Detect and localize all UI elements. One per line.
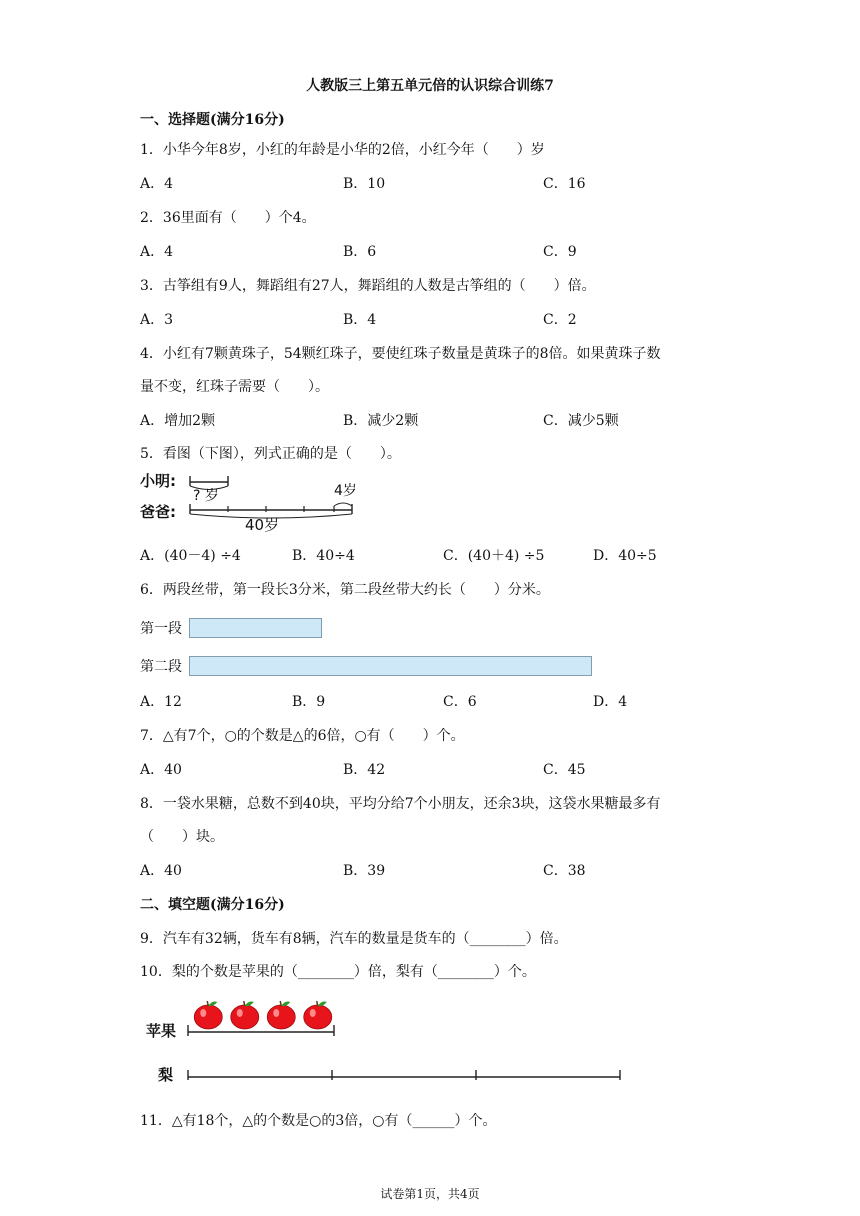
label-baba: 爸爸:: [140, 503, 176, 521]
label-total-age: 40岁: [245, 516, 280, 534]
q1-option-a: A．4: [140, 176, 174, 192]
question-11: 11．△有18个，△的个数是○的3倍，○有（______）个。: [140, 1113, 497, 1129]
question-8-line-2: （ ）块。: [140, 829, 224, 845]
question-3: 3．古筝组有9人，舞蹈组有27人，舞蹈组的人数是古筝组的（ ）倍。: [140, 278, 596, 294]
label-unknown-age: ? 岁: [193, 488, 219, 504]
q7-option-c: C．45: [543, 762, 586, 778]
q5-option-a: A．(40－4) ÷4: [140, 548, 241, 564]
q2-option-b: B．6: [343, 244, 377, 260]
question-2: 2．36里面有（ ）个4。: [140, 210, 316, 226]
ribbon-label-second: 第二段: [140, 659, 182, 675]
section-heading-choice: 一、选择题(满分16分): [140, 112, 285, 128]
apple-icon: [304, 1001, 332, 1029]
q6-option-c: C．6: [443, 694, 477, 710]
q6-option-a: A．12: [140, 694, 182, 710]
question-10: 10．梨的个数是苹果的（________）倍，梨有（________）个。: [140, 964, 536, 980]
q2-option-c: C．9: [543, 244, 577, 260]
q8-option-a: A．40: [140, 863, 182, 879]
question-9: 9．汽车有32辆，货车有8辆，汽车的数量是货车的（________）倍。: [140, 931, 568, 947]
question-8-line-1: 8．一袋水果糖，总数不到40块，平均分给7个小朋友，还余3块，这袋水果糖最多有: [140, 796, 661, 812]
apples-group: [194, 1001, 332, 1029]
q5-option-b: B．40÷4: [292, 548, 355, 564]
q8-option-b: B．39: [343, 863, 386, 879]
question-7: 7．△有7个，○的个数是△的6倍，○有（ ）个。: [140, 728, 465, 744]
apple-icon: [267, 1001, 295, 1029]
q3-option-b: B．4: [343, 312, 377, 328]
apple-pear-figure: [180, 998, 640, 1088]
q8-option-c: C．38: [543, 863, 586, 879]
label-apple: 苹果: [146, 1022, 177, 1040]
q2-option-a: A．4: [140, 244, 174, 260]
question-4-line-1: 4．小红有7颗黄珠子，54颗红珠子，要使红珠子数量是黄珠子的8倍。如果黄珠子数: [140, 346, 661, 362]
q4-option-c: C．减少5颗: [543, 413, 619, 429]
question-1: 1．小华今年8岁，小红的年龄是小华的2倍，小红今年（ ）岁: [140, 142, 545, 158]
q3-option-c: C．2: [543, 312, 577, 328]
apple-icon: [231, 1001, 259, 1029]
q1-option-b: B．10: [343, 176, 386, 192]
q4-option-b: B．减少2颗: [343, 413, 419, 429]
page-footer: 试卷第1页，共4页: [380, 1187, 480, 1201]
q6-option-b: B．9: [292, 694, 326, 710]
q4-option-a: A．增加2颗: [140, 413, 216, 429]
q7-option-a: A．40: [140, 762, 182, 778]
ribbon-second: [189, 656, 592, 676]
q5-option-c: C．(40＋4) ÷5: [443, 548, 545, 564]
pear-segment: [188, 1070, 620, 1080]
label-age-difference: 4岁: [334, 483, 357, 499]
q3-option-a: A．3: [140, 312, 174, 328]
ribbon-first: [189, 618, 322, 638]
question-5: 5．看图（下图），列式正确的是（ ）。: [140, 446, 401, 462]
q5-option-d: D．40÷5: [593, 548, 657, 564]
label-xiaoming: 小明:: [140, 472, 176, 490]
apple-icon: [194, 1001, 222, 1029]
ribbon-label-first: 第一段: [140, 621, 182, 637]
label-pear: 梨: [158, 1066, 174, 1084]
question-4-line-2: 量不变，红珠子需要（ ）。: [140, 379, 329, 395]
section-heading-fill: 二、填空题(满分16分): [140, 897, 285, 913]
q6-option-d: D．4: [593, 694, 628, 710]
q7-option-b: B．42: [343, 762, 386, 778]
question-6: 6．两段丝带，第一段长3分米，第二段丝带大约长（ ）分米。: [140, 582, 550, 598]
page-title: 人教版三上第五单元倍的认识综合训练7: [306, 78, 554, 94]
q1-option-c: C．16: [543, 176, 586, 192]
